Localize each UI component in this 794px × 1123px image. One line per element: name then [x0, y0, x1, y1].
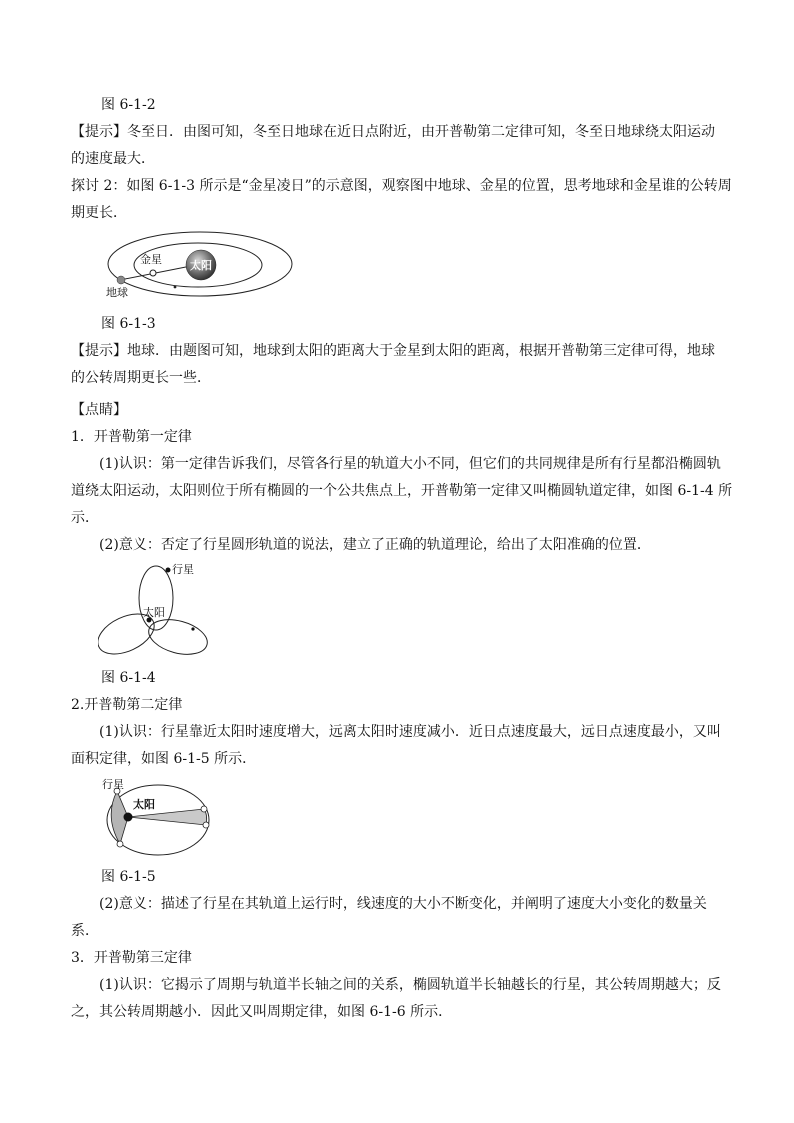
orbit-ellipse-vertical — [139, 566, 173, 630]
sun-label: 太阳 — [190, 259, 212, 272]
planet-position-2 — [117, 841, 123, 847]
earth-sun-line — [120, 265, 196, 280]
law-3-point-1-line-1: (1)认识：它揭示了周期与轨道半长轴之间的关系，椭圆轨道半长轴越长的行星，其公转周期越大；反 — [99, 977, 721, 993]
far-sun-swept-area — [128, 809, 207, 825]
figure-6-1-4-elliptical-orbits — [98, 562, 210, 662]
planet-dot — [166, 568, 171, 573]
figure-caption-6-1-4: 图 6-1-4 — [101, 670, 156, 686]
explore-2-line-2: 期更长． — [71, 205, 127, 221]
orbit-ellipse-right — [145, 614, 210, 660]
orbit-marker — [174, 286, 177, 289]
earth-label: 地球 — [106, 286, 128, 299]
hint-1-line-2: 的速度最大． — [71, 151, 155, 167]
figure-6-1-5-area-law — [100, 775, 215, 865]
planet-position-3 — [201, 806, 207, 812]
planet-label: 行星 — [102, 778, 124, 791]
dianjing-heading: 【点睛】 — [71, 402, 127, 418]
venus-dot — [150, 270, 156, 276]
figure-6-1-3-venus-transit — [100, 228, 300, 300]
hint-2-line-2: 的公转周期更长一些． — [71, 370, 211, 386]
law-2-point-1-line-1: (1)认识：行星靠近太阳时速度增大，远离太阳时速度减小．近日点速度最大，远日点速度最小，又叫 — [99, 724, 721, 740]
venus-label: 金星 — [140, 253, 162, 266]
hint-1-line-1: 【提示】冬至日．由图可知，冬至日地球在近日点附近，由开普勒第二定律可知，冬至日地球绕太阳运动 — [71, 124, 715, 140]
sun-label: 太阳 — [143, 606, 165, 619]
figure-caption-6-1-3: 图 6-1-3 — [101, 316, 156, 332]
law-1-point-1-line-2: 道绕太阳运动，太阳则位于所有椭圆的一个公共焦点上，开普勒第一定律又叫椭圆轨道定律，如图 6-1-4 所 — [71, 483, 733, 499]
hint-2-line-1: 【提示】地球．由题图可知，地球到太阳的距离大于金星到太阳的距离，根据开普勒第三定律可得，地球 — [71, 343, 715, 359]
law-1-title: 1．开普勒第一定律 — [71, 429, 192, 445]
law-3-title: 3．开普勒第三定律 — [71, 950, 192, 966]
law-2-point-1-line-2: 面积定律，如图 6-1-5 所示． — [71, 751, 257, 767]
law-2-point-2-line-2: 系． — [71, 923, 99, 939]
law-1-point-1-line-1: (1)认识：第一定律告诉我们，尽管各行星的轨道大小不同，但它们的共同规律是所有行星都沿椭圆轨 — [99, 456, 721, 472]
law-1-point-2: (2)意义：否定了行星圆形轨道的说法，建立了正确的轨道理论，给出了太阳准确的位置． — [99, 537, 651, 553]
planet-label: 行星 — [172, 563, 194, 576]
law-3-point-1-line-2: 之，其公转周期越小．因此又叫周期定律，如图 6-1-6 所示． — [71, 1004, 453, 1020]
sun-dot — [124, 813, 133, 822]
explore-2-line-1: 探讨 2：如图 6-1-3 所示是“金星凌日”的示意图，观察图中地球、金星的位置，思考地球和金星谁的公转周 — [71, 178, 732, 194]
planet-position-4 — [203, 822, 209, 828]
law-2-title: 2.开普勒第二定律 — [71, 697, 183, 713]
law-1-point-1-line-3: 示． — [71, 510, 99, 526]
earth-icon — [117, 276, 125, 284]
law-2-point-2-line-1: (2)意义：描述了行星在其轨道上运行时，线速度的大小不断变化，并阐明了速度大小变化的数量关 — [99, 896, 707, 912]
sun-label: 太阳 — [133, 798, 155, 811]
figure-caption-6-1-2: 图 6-1-2 — [101, 97, 156, 113]
figure-caption-6-1-5: 图 6-1-5 — [101, 869, 156, 885]
planet-dot-small — [191, 627, 194, 630]
